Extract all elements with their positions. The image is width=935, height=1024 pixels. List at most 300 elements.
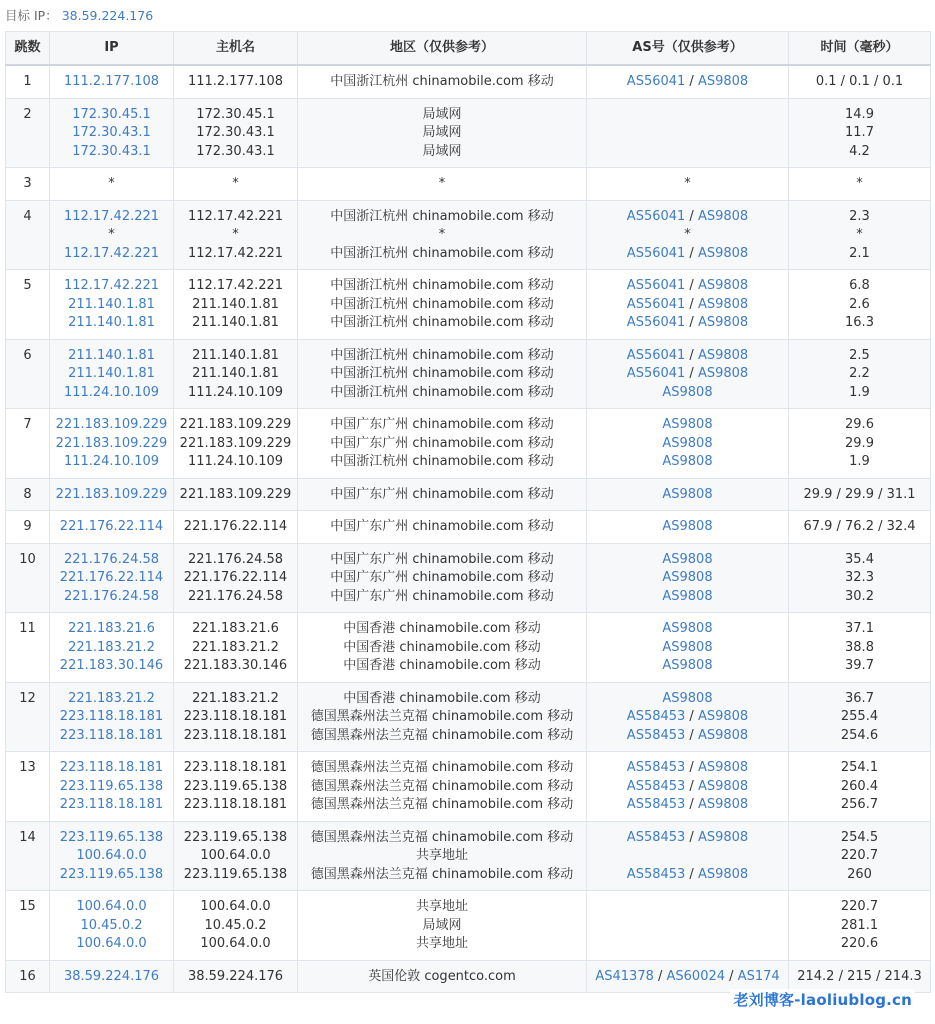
ip-cell [50,478,174,511]
latency-value: 254.5 [840,829,879,845]
as-link[interactable]: AS9808 [697,278,749,293]
ip-cell [50,682,174,752]
hop-number: 16 [19,968,36,984]
ip-link[interactable]: 221.183.21.2 [68,690,155,706]
as-cell [587,478,789,511]
latency-value: * [856,176,863,191]
as-text: * [684,227,691,242]
as-list [589,314,786,333]
region-text: 局域网 [422,106,462,122]
as-separator: / [685,208,698,224]
as-separator: / [685,245,698,261]
as-list [589,690,786,709]
region-text: 中国广东广州 chinamobile.com 移动 [330,588,554,604]
as-link[interactable]: AS9808 [662,621,713,636]
as-link[interactable]: AS9808 [662,486,713,502]
latency-value: 254.1 [840,760,879,775]
hostname: * [232,227,239,242]
as-link[interactable]: AS9808 [662,519,713,534]
latency-value: 2.2 [849,366,870,381]
ip-link[interactable]: 211.140.1.81 [68,347,155,363]
time-cell [789,960,931,993]
col-header-hop: 跳数 [6,32,50,66]
ip-link[interactable]: 38.59.224.176 [63,968,160,984]
region-text: 局域网 [422,143,462,159]
as-cell [587,168,789,201]
hostname: 221.176.22.114 [183,570,288,585]
latency-value: 29.9 [845,435,874,451]
ip-link[interactable]: 221.183.109.229 [55,435,168,451]
region-text: 局域网 [422,125,462,140]
hostname: 112.17.42.221 [187,208,284,224]
ip-link[interactable]: 211.140.1.81 [68,315,155,330]
as-list [589,935,786,954]
as-link[interactable]: AS9808 [697,727,749,743]
col-header-host: 主机名 [174,32,298,66]
as-list [589,551,786,570]
region-text: 德国黑森州法兰克福 chinamobile.com 移动 [310,866,574,882]
region-text: 中国浙江杭州 chinamobile.com 移动 [330,208,554,224]
hop-number-cell [6,409,50,479]
latency-value: 1.9 [849,384,870,400]
as-link[interactable]: AS9808 [662,384,713,400]
latency-value: 6.8 [849,278,870,293]
as-link[interactable]: AS56041 [626,296,686,312]
latency-value: 36.7 [845,690,874,706]
region-text: 中国广东广州 chinamobile.com 移动 [330,417,554,432]
table-row [6,478,931,511]
as-link[interactable]: AS58453 [626,866,686,882]
as-link[interactable]: AS58453 [626,727,686,743]
region-text: 中国广东广州 chinamobile.com 移动 [330,519,554,534]
as-list [589,518,786,537]
hostname: 223.118.18.181 [183,709,288,724]
hostname: 223.118.18.181 [183,760,288,775]
as-link[interactable]: AS9808 [697,760,749,775]
as-separator: / [653,968,667,984]
latency-value: 2.1 [849,245,870,261]
hostname: 221.183.109.229 [179,486,292,502]
host-cell [174,682,298,752]
latency-value: 32.3 [845,570,874,585]
as-link[interactable]: AS58453 [626,709,686,724]
hop-number: 10 [19,551,36,567]
region-cell [298,409,587,479]
as-separator: / [685,315,698,330]
time-cell [789,168,931,201]
region-text: 中国浙江杭州 chinamobile.com 移动 [330,315,554,330]
target-ip-link[interactable]: 38.59.224.176 [61,8,154,23]
as-cell [587,65,789,98]
hostname: 100.64.0.0 [200,936,271,951]
as-list [589,866,786,885]
latency-value: 29.9 / 29.9 / 31.1 [803,486,916,502]
time-cell [789,98,931,168]
as-list [589,657,786,676]
as-link[interactable]: AS56041 [626,315,686,330]
ip-link[interactable]: 100.64.0.0 [76,936,147,951]
ip-link[interactable]: 211.140.1.81 [68,366,155,381]
as-list [589,384,786,403]
hop-number-cell [6,682,50,752]
ip-link[interactable]: 223.118.18.181 [59,797,164,812]
ip-cell [50,613,174,683]
latency-value: 281.1 [840,917,879,933]
host-cell [174,613,298,683]
ip-link[interactable]: 111.24.10.109 [63,454,160,469]
as-list [589,727,786,746]
region-cell [298,511,587,544]
hop-number-cell [6,891,50,961]
region-text: 德国黑森州法兰克福 chinamobile.com 移动 [310,778,574,794]
hostname: 100.64.0.0 [200,848,271,863]
as-link[interactable]: AS9808 [697,315,749,330]
as-list [589,245,786,264]
as-link[interactable]: AS9808 [662,690,713,706]
latency-value: 14.9 [845,106,874,122]
as-cell [587,270,789,340]
hostname: 38.59.224.176 [187,968,284,984]
as-link[interactable]: AS9808 [697,296,749,312]
region-text: 中国浙江杭州 chinamobile.com 移动 [330,454,554,469]
hostname: 221.183.21.2 [192,639,279,655]
latency-value: 29.6 [845,417,874,432]
hop-number: 5 [23,278,32,293]
region-cell [298,200,587,270]
hop-number: 2 [23,106,32,122]
as-cell [587,752,789,822]
as-link[interactable]: AS9808 [662,639,713,655]
as-list [589,639,786,658]
table-row [6,960,931,993]
hop-number-cell [6,339,50,409]
ip-link[interactable]: 112.17.42.221 [63,278,160,293]
latency-value: 254.6 [840,727,879,743]
as-link[interactable]: AS58453 [626,797,686,812]
ip-link[interactable]: 221.183.30.146 [59,658,164,673]
time-cell [789,891,931,961]
time-cell [789,409,931,479]
host-cell [174,339,298,409]
as-link[interactable]: AS58453 [626,760,686,775]
ip-link[interactable]: 221.183.109.229 [55,417,168,432]
hop-number: 6 [23,347,32,363]
table-row [6,752,931,822]
ip-link[interactable]: 172.30.45.1 [72,106,151,122]
ip-cell [50,960,174,993]
table-row [6,98,931,168]
ip-cell [50,168,174,201]
as-list [589,778,786,797]
as-link[interactable]: AS56041 [626,208,686,224]
ip-link[interactable]: 221.183.21.2 [68,639,155,655]
region-cell [298,682,587,752]
as-link[interactable]: AS9808 [697,347,749,363]
ip-link[interactable]: 223.119.65.138 [59,829,164,845]
latency-value: 220.6 [840,936,879,951]
hostname: 172.30.43.1 [196,143,275,159]
as-link[interactable]: AS9808 [662,454,713,469]
hop-number: 11 [19,621,36,636]
region-text: 中国香港 chinamobile.com 移动 [343,690,541,706]
time-cell [789,821,931,891]
host-cell [174,478,298,511]
table-row [6,409,931,479]
latency-value: 4.2 [849,143,870,159]
region-cell [298,613,587,683]
as-link[interactable]: AS41378 [595,968,654,984]
time-cell [789,270,931,340]
time-cell [789,65,931,98]
hostname: 10.45.0.2 [204,917,267,933]
region-text: 中国浙江杭州 chinamobile.com 移动 [330,347,554,363]
hostname: 112.17.42.221 [187,278,284,293]
ip-link[interactable]: 221.176.24.58 [63,588,160,604]
region-cell [298,752,587,822]
table-row [6,339,931,409]
ip-link[interactable]: 211.140.1.81 [68,296,155,312]
as-list [589,365,786,384]
latency-value: 11.7 [845,125,874,140]
ip-link[interactable]: 112.17.42.221 [63,208,160,224]
as-cell [587,409,789,479]
region-cell [298,960,587,993]
hop-number-cell [6,168,50,201]
ip-cell [50,98,174,168]
region-text: 中国浙江杭州 chinamobile.com 移动 [330,74,554,89]
as-link[interactable]: AS9808 [662,588,713,604]
ip-cell [50,409,174,479]
as-link[interactable]: AS9808 [662,551,713,567]
time-cell [789,200,931,270]
hop-number: 15 [19,899,36,914]
as-link[interactable]: AS58453 [626,778,686,794]
as-link[interactable]: AS60024 [666,968,726,984]
as-link[interactable]: AS56041 [626,245,686,261]
latency-value: 260.4 [840,778,879,794]
latency-value: * [856,227,863,242]
hostname: 111.24.10.109 [187,454,284,469]
traceroute-table [5,31,931,993]
latency-value: 1.9 [849,454,870,469]
hostname: 223.119.65.138 [183,866,288,882]
region-text: 英国伦敦 cogentco.com [368,968,516,984]
as-cell [587,200,789,270]
ip-link[interactable]: 172.30.43.1 [72,143,151,159]
hostname: 211.140.1.81 [192,296,279,312]
as-link[interactable]: AS9808 [697,245,749,261]
ip-cell [50,821,174,891]
table-row [6,168,931,201]
hostname: 221.183.109.229 [179,417,292,432]
hostname: 111.24.10.109 [187,384,284,400]
hop-number: 8 [23,486,32,502]
region-text: 中国浙江杭州 chinamobile.com 移动 [330,384,554,400]
table-row [6,682,931,752]
col-header-as: AS号（仅供参考） [587,32,789,66]
hop-number-cell [6,543,50,613]
table-row [6,891,931,961]
as-list [589,175,786,194]
as-link[interactable]: AS9808 [697,366,749,381]
region-text: 德国黑森州法兰克福 chinamobile.com 移动 [310,760,574,775]
as-link[interactable]: AS9808 [697,778,749,794]
hop-number: 12 [19,690,36,706]
region-text: 共享地址 [415,936,468,951]
hostname: 211.140.1.81 [192,347,279,363]
as-link[interactable]: AS9808 [662,570,713,585]
as-cell [587,960,789,993]
region-text: 德国黑森州法兰克福 chinamobile.com 移动 [310,829,574,845]
latency-value: 2.6 [849,296,870,312]
hostname: 221.183.109.229 [179,435,292,451]
region-text: 中国浙江杭州 chinamobile.com 移动 [330,245,554,261]
as-separator: / [685,778,698,794]
region-cell [298,270,587,340]
hostname: * [232,176,239,191]
hop-number-cell [6,270,50,340]
ip-link[interactable]: 221.176.22.114 [59,519,164,534]
as-list [589,106,786,125]
as-separator: / [685,760,698,775]
hostname: 211.140.1.81 [192,366,279,381]
latency-value: 2.5 [849,347,870,363]
col-header-ip: IP [50,32,174,66]
as-list [589,968,786,987]
latency-value: 37.1 [845,621,874,636]
as-cell [587,98,789,168]
hostname: 221.183.30.146 [183,658,288,673]
as-list [589,296,786,315]
hop-number-cell [6,65,50,98]
host-cell [174,891,298,961]
latency-value: 30.2 [845,588,874,604]
as-list [589,829,786,848]
ip-link[interactable]: 223.118.18.181 [59,727,164,743]
host-cell [174,200,298,270]
host-cell [174,98,298,168]
region-cell [298,543,587,613]
host-cell [174,821,298,891]
hop-number: 7 [23,417,32,432]
ip-link[interactable]: 221.176.22.114 [59,570,164,585]
as-link[interactable]: AS9808 [662,417,713,432]
region-text: 中国香港 chinamobile.com 移动 [343,621,541,636]
ip-link[interactable]: 100.64.0.0 [76,899,147,914]
region-cell [298,821,587,891]
as-separator: / [685,709,698,724]
ip-link[interactable]: 111.24.10.109 [63,384,160,400]
ip-link[interactable]: 100.64.0.0 [76,848,147,863]
hostname: 211.140.1.81 [192,315,279,330]
time-cell [789,543,931,613]
ip-link[interactable]: 221.176.24.58 [63,551,160,567]
col-header-time: 时间（毫秒） [789,32,931,66]
hop-number-cell [6,478,50,511]
ip-link[interactable]: 223.119.65.138 [59,866,164,882]
as-link[interactable]: AS56041 [626,366,686,381]
hop-number: 4 [23,208,32,224]
host-cell [174,270,298,340]
table-row [6,65,931,98]
region-text: * [438,176,446,191]
hostname: 221.183.21.2 [192,690,279,706]
ip-link[interactable]: 111.2.177.108 [63,74,160,89]
region-cell [298,478,587,511]
hop-number: 13 [19,760,36,775]
latency-value: 0.1 / 0.1 / 0.1 [815,74,904,89]
region-text: * [438,227,446,242]
region-text: 共享地址 [415,899,468,914]
as-link[interactable]: AS9808 [662,435,713,451]
ip-link[interactable]: 223.118.18.181 [59,760,164,775]
latency-value: 256.7 [840,797,879,812]
as-link[interactable]: AS9808 [697,74,749,89]
ip-link[interactable]: 223.118.18.181 [59,709,164,724]
as-link[interactable]: AS9808 [697,829,749,845]
ip-link[interactable]: 221.183.109.229 [55,486,168,502]
region-text: 中国浙江杭州 chinamobile.com 移动 [330,278,554,293]
ip-link[interactable]: 221.183.21.6 [68,621,155,636]
as-link[interactable]: AS9808 [697,797,749,812]
hostname: 221.176.24.58 [187,551,284,567]
as-separator: / [685,797,698,812]
as-text: * [684,176,691,191]
host-cell [174,168,298,201]
as-link[interactable]: AS174 [737,968,780,984]
as-cell [587,511,789,544]
as-link[interactable]: AS9808 [697,866,749,882]
as-link[interactable]: AS9808 [697,208,749,224]
latency-value: 16.3 [845,315,874,330]
as-list [589,569,786,588]
ip-link[interactable]: 112.17.42.221 [63,245,160,261]
as-list [589,208,786,227]
table-row [6,511,931,544]
ip-cell [50,511,174,544]
as-link[interactable]: AS58453 [626,829,686,845]
ip-link[interactable]: 223.119.65.138 [59,778,164,794]
hop-number-cell [6,960,50,993]
as-list [589,347,786,366]
as-list [589,73,786,92]
time-cell [789,752,931,822]
traceroute-table-body [6,65,931,993]
as-separator: / [725,968,738,984]
as-link[interactable]: AS9808 [697,709,749,724]
ip-text: * [108,176,115,191]
hostname: 223.119.65.138 [183,829,288,845]
ip-link[interactable]: 172.30.43.1 [72,125,151,140]
as-link[interactable]: AS56041 [626,278,686,293]
as-link[interactable]: AS56041 [626,74,686,89]
latency-value: 220.7 [840,848,879,863]
region-text: 中国广东广州 chinamobile.com 移动 [330,486,554,502]
as-link[interactable]: AS56041 [626,347,686,363]
as-list [589,759,786,778]
as-list [589,588,786,607]
as-cell [587,821,789,891]
latency-value: 35.4 [845,551,874,567]
as-cell [587,613,789,683]
region-text: 中国广东广州 chinamobile.com 移动 [330,551,554,567]
region-text: 德国黑森州法兰克福 chinamobile.com 移动 [310,709,574,724]
as-list [589,847,786,866]
as-separator: / [685,278,698,293]
ip-link[interactable]: 10.45.0.2 [80,917,143,933]
as-separator: / [685,866,698,882]
as-link[interactable]: AS9808 [662,658,713,673]
